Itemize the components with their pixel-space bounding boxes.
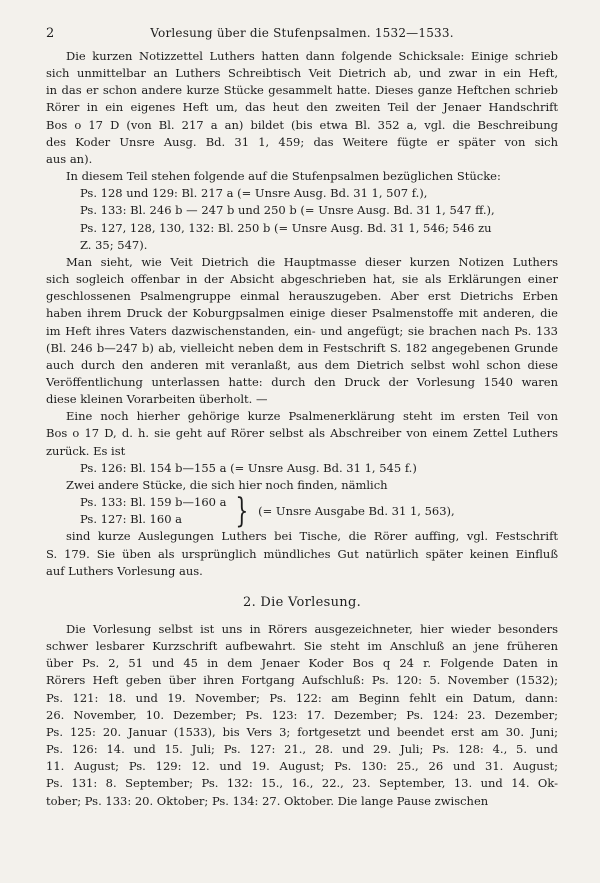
curly-brace: } <box>234 491 248 532</box>
text-line: Bos o 17 D, d. h. sie geht auf Rörer selbst als Abschreiber von einem Zettel Luthers <box>46 426 558 441</box>
text-line: auch durch den anderen mit veranlaßt, aus dem Dietrich selbst wohl schon diese <box>46 357 558 372</box>
text-line: Bos o 17 D (von Bl. 217 a an) bildet (bis etwa Bl. 352 a, vgl. die Beschreibung <box>46 117 558 132</box>
text-line: Man sieht, wie Veit Dietrich die Hauptmasse dieser kurzen Notizen Luthers <box>66 254 558 269</box>
page-number: 2 <box>46 26 55 41</box>
text-line: tober; Ps. 133: 20. Oktober; Ps. 134: 27. Oktober. Die lange Pause zwischen <box>46 793 489 808</box>
text-line: zurück. Es ist <box>46 443 126 458</box>
text-line: Rörers Heft geben über ihren Fortgang Aufschluß: Ps. 120: 5. November (1532); <box>46 673 558 688</box>
text-line: Ps. 131: 8. September; Ps. 132: 15., 16., 22., 23. September, 13. und 14. Ok- <box>46 776 558 791</box>
text-line: Veröffentlichung unterlassen hatte: durch den Druck der Vorlesung 1540 waren <box>46 374 558 389</box>
text-line: sich unmittelbar an Luthers Schreibtisch Veit Dietrich ab, und zwar in ein Heft, <box>46 66 558 81</box>
text-line: 26. November, 10. Dezember; Ps. 123: 17. Dezember; Ps. 124: 23. Dezember; <box>46 707 558 722</box>
paragraph-vorlesung <box>46 621 558 810</box>
text-line: haben ihrem Druck der Koburgpsalmen einige dieser Psalmenstoffe mit anderen, die <box>46 306 558 321</box>
text-line: über Ps. 2, 51 und 45 in dem Jenaer Koder Bos q 24 r. Folgende Daten in <box>46 656 558 671</box>
text-line: Rörer in ein eigenes Heft um, das heut den zweiten Teil der Jenaer Handschrift <box>46 100 558 115</box>
text-line: sich sogleich offenbar in der Absicht abgeschrieben hat, sie als Erklärungen einer <box>46 272 558 287</box>
paragraph-tischreden <box>46 528 558 579</box>
text-line: Ps. 133: Bl. 159 b—160 a <box>80 495 227 510</box>
text-line: auf Luthers Vorlesung aus. <box>46 563 203 578</box>
text-line: in das er schon andere kurze Stücke gesammelt hatte. Dieses ganze Heftchen schrieb <box>46 83 558 98</box>
text-line: 11. August; Ps. 129: 12. und 19. August; Ps. 130: 25., 26 und 31. August; <box>46 759 558 774</box>
paragraph-zwei-stuecke: Zwei andere Stücke, die sich hier noch finden, nämlich <box>66 477 388 492</box>
text-line: diese kleinen Vorarbeiten überholt. — <box>46 392 268 407</box>
brace-reference-list <box>80 494 227 528</box>
text-line: Ps. 126: 14. und 15. Juli; Ps. 127: 21., 28. und 29. Juli; Ps. 128: 4., 5. und <box>46 742 558 757</box>
brace-reference-group <box>46 491 558 532</box>
paragraph-psalmenerklaerung <box>46 408 558 459</box>
text-line: Z. 35; 547). <box>80 237 148 252</box>
page-body <box>46 48 558 810</box>
text-line: geschlossenen Psalmengruppe einmal herauszugeben. Aber erst Dietrichs Erben <box>46 289 558 304</box>
reference-ps126: Ps. 126: Bl. 154 b—155 a (= Unsre Ausg. Bd. 31 1, 545 f.) <box>80 460 417 475</box>
text-line: Ps. 121: 18. und 19. November; Ps. 122: am Beginn fehlt ein Datum, dann: <box>46 690 558 705</box>
text-line: S. 179. Sie üben als ursprünglich mündliches Gut natürlich später keinen Einfluß <box>46 546 558 561</box>
text-line: Ps. 127, 128, 130, 132: Bl. 250 b (= Unsre Ausg. Bd. 31 1, 546; 546 zu <box>80 220 492 235</box>
paragraph-stuecke-intro: In diesem Teil stehen folgende auf die Stufenpsalmen bezüglichen Stücke: <box>66 169 501 184</box>
section-heading: 2. Die Vorlesung. <box>243 594 361 610</box>
text-line: im Heft ihres Vaters dazwischenstanden, ein- und angefügt; sie brachen nach Ps. 133 <box>46 323 558 338</box>
text-line: schwer lesbarer Kurzschrift aufbewahrt. Sie steht im Anschluß an jene früheren <box>46 639 558 654</box>
text-line: Ps. 125: 20. Januar (1533), bis Vers 3; fortgesetzt und beendet erst am 30. Juni; <box>46 724 558 739</box>
text-line: Die kurzen Notizzettel Luthers hatten dann folgende Schicksale: Einige schrieb <box>66 49 558 63</box>
running-title: Vorlesung über die Stufenpsalmen. 1532—1533. <box>150 26 454 40</box>
reference-list-1 <box>46 185 558 254</box>
text-line: aus an). <box>46 151 93 166</box>
text-line: des Koder Unsre Ausg. Bd. 31 1, 459; das Weitere fügte er später von sich <box>46 134 558 149</box>
running-header <box>46 26 558 48</box>
text-line: Eine noch hierher gehörige kurze Psalmenerklärung steht im ersten Teil von <box>66 409 558 424</box>
text-line: Die Vorlesung selbst ist uns in Rörers ausgezeichneter, hier wieder besonders <box>66 622 558 636</box>
text-line: Ps. 133: Bl. 246 b — 247 b und 250 b (= Unsre Ausg. Bd. 31 1, 547 ff.), <box>80 203 495 218</box>
text-line: Ps. 127: Bl. 160 a <box>80 512 183 527</box>
paragraph-dietrich <box>46 254 558 408</box>
text-line: (Bl. 246 b—247 b) ab, vielleicht neben dem in Festschrift S. 182 angegebenen Grunde <box>46 340 558 355</box>
text-line: sind kurze Auslegungen Luthers bei Tische, die Rörer auffing, vgl. Festschrift <box>66 529 558 544</box>
paragraph-schicksale <box>46 48 558 168</box>
brace-reference-target: (= Unsre Ausgabe Bd. 31 1, 563), <box>258 503 455 518</box>
text-line: Ps. 128 und 129: Bl. 217 a (= Unsre Ausg. Bd. 31 1, 507 f.), <box>80 186 428 201</box>
